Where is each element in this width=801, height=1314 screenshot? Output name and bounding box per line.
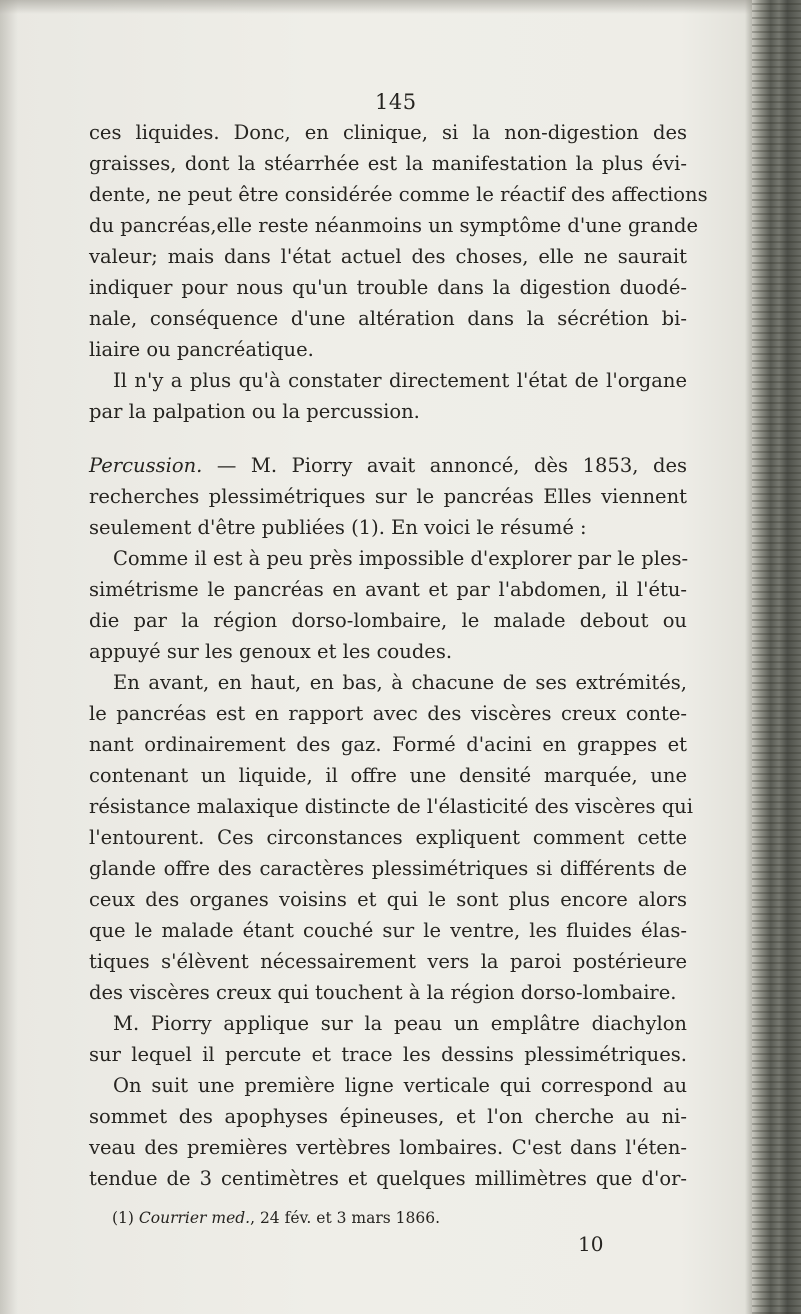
- text-line: Il n'y a plus qu'à constater directement l'état de l'organe: [113, 369, 687, 392]
- text-line: graisses, dont la stéarrhée est la manifestation la plus évi-: [89, 152, 687, 175]
- text-line: que le malade étant couché sur le ventre, les fluides élas-: [89, 919, 687, 942]
- text-line: sur lequel il percute et trace les dessins plessimétriques.: [89, 1043, 687, 1066]
- text-line: ces liquides. Donc, en clinique, si la non-digestion des: [89, 121, 687, 144]
- text-line: M. Piorry applique sur la peau un emplâtre diachylon: [113, 1012, 687, 1035]
- paragraph-2: [89, 365, 687, 427]
- text-line-heading: [89, 450, 687, 481]
- text-line: veau des premières vertèbres lombaires. C'est dans l'éten-: [89, 1136, 687, 1159]
- text-line: appuyé sur les genoux et les coudes.: [89, 640, 453, 663]
- text-line: des viscères creux qui touchent à la région dorso-lombaire.: [89, 981, 677, 1004]
- footnote-marker: (1): [112, 1209, 134, 1227]
- text-line: recherches plessimétriques sur le pancréas Elles viennent: [89, 485, 687, 508]
- text-line: l'entourent. Ces circonstances expliquent comment cette: [89, 826, 687, 849]
- paragraph-gap: [89, 427, 687, 450]
- section-heading: Percussion.: [89, 454, 203, 477]
- paragraph-6: [89, 1008, 687, 1194]
- page-shadow-left: [0, 0, 18, 1314]
- text-line: tendue de 3 centimètres et quelques millimètres que d'or-: [89, 1167, 687, 1190]
- footnote-text: , 24 fév. et 3 mars 1866.: [250, 1209, 440, 1227]
- text-line: valeur; mais dans l'état actuel des choses, elle ne saurait: [89, 245, 687, 268]
- text-line: par la palpation ou la percussion.: [89, 400, 420, 423]
- text-span: — M. Piorry avait annoncé, dès 1853, des: [216, 454, 687, 477]
- text-line: résistance malaxique distincte de l'élasticité des viscères qui: [89, 795, 693, 818]
- text-line: dente, ne peut être considérée comme le réactif des affections: [89, 183, 708, 206]
- text-line: ceux des organes voisins et qui le sont plus encore alors: [89, 888, 687, 911]
- text-line: Comme il est à peu près impossible d'explorer par le ples-: [113, 547, 689, 570]
- text-line: simétrisme le pancréas en avant et par l'abdomen, il l'étu-: [89, 578, 687, 601]
- text-line: tiques s'élèvent nécessairement vers la paroi postérieure: [89, 950, 687, 973]
- footnote-source: Courrier med.: [138, 1209, 251, 1227]
- paragraph-1: [89, 117, 708, 365]
- text-line: sommet des apophyses épineuses, et l'on cherche au ni-: [89, 1105, 687, 1128]
- text-line: contenant un liquide, il offre une densité marquée, une: [89, 764, 687, 787]
- text-line: du pancréas,elle reste néanmoins un symptôme d'une grande: [89, 214, 699, 237]
- paragraph-5: [89, 667, 693, 1008]
- text-line: En avant, en haut, en bas, à chacune de ses extrémités,: [113, 671, 687, 694]
- text-line: die par la région dorso-lombaire, le malade debout ou: [89, 609, 687, 632]
- text-line: glande offre des caractères plessimétriques si différents de: [89, 857, 687, 880]
- text-line: On suit une première ligne verticale qui correspond au: [113, 1074, 687, 1097]
- page-shadow-top: [0, 0, 801, 14]
- paragraph-3: [89, 450, 687, 543]
- page-number: 145: [375, 90, 417, 114]
- signature-mark: 10: [578, 1232, 604, 1256]
- text-line: indiquer pour nous qu'un trouble dans la digestion duodé-: [89, 276, 687, 299]
- text-line: seulement d'être publiées (1). En voici le résumé :: [89, 516, 587, 539]
- text-line: nant ordinairement des gaz. Formé d'acini en grappes et: [89, 733, 687, 756]
- text-line: nale, conséquence d'une altération dans la sécrétion bi-: [89, 307, 687, 330]
- text-line: le pancréas est en rapport avec des viscères creux conte-: [89, 702, 687, 725]
- footnote: [112, 1209, 440, 1227]
- body-text: [89, 117, 708, 1194]
- book-spine: [752, 0, 801, 1314]
- text-line: liaire ou pancréatique.: [89, 338, 314, 361]
- paragraph-4: [89, 543, 687, 667]
